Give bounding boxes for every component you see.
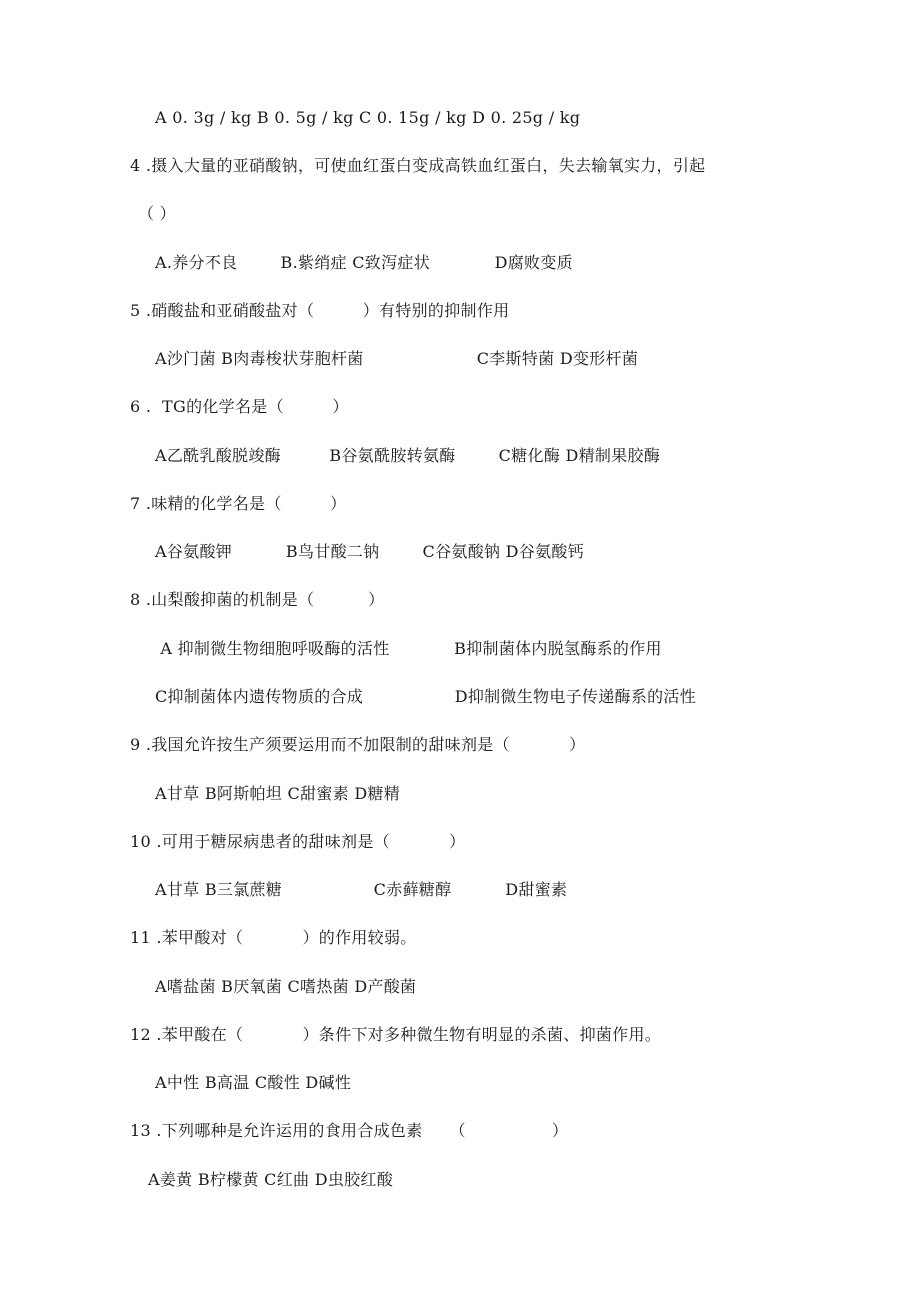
question-9: 9 .我国允许按生产须要运用而不加限制的甜味剂是（ ） — [130, 735, 586, 754]
question-6: 6 . TG的化学名是（ ） — [130, 397, 349, 416]
question-5: 5 .硝酸盐和亚硝酸盐对（ ）有特别的抑制作用 — [130, 301, 510, 320]
options-q4: A.养分不良 B.紫绡症 C致泻症状 D腐败变质 — [155, 253, 573, 272]
question-8: 8 .山梨酸抑菌的机制是（ ） — [130, 590, 385, 609]
option-line-q3: A 0. 3g / kg B 0. 5g / kg C 0. 15g / kg D 0. 25g / kg — [155, 108, 581, 127]
question-4-blank: （ ） — [138, 204, 176, 223]
options-q9: A甘草 B阿斯帕坦 C甜蜜素 D糖精 — [155, 784, 401, 803]
question-13: 13 .下列哪种是允许运用的食用合成色素 （ ） — [130, 1121, 569, 1140]
question-12: 12 .苯甲酸在（ ）条件下对多种微生物有明显的杀菌、抑菌作用。 — [130, 1025, 662, 1044]
options-q5: A沙门菌 B肉毒梭状芽胞杆菌 C李斯特菌 D变形杆菌 — [155, 349, 639, 368]
options-q11: A嗜盐菌 B厌氧菌 C嗜热菌 D产酸菌 — [155, 977, 417, 996]
options-q10: A甘草 B三氯蔗糖 C赤藓糖醇 D甜蜜素 — [155, 880, 568, 899]
options-q8-row1: A 抑制微生物细胞呼吸酶的活性 B抑制菌体内脱氢酶系的作用 — [155, 639, 662, 658]
options-q8-row2: C抑制菌体内遗传物质的合成 D抑制微生物电子传递酶系的活性 — [155, 687, 697, 706]
question-10: 10 .可用于糖尿病患者的甜味剂是（ ） — [130, 832, 466, 851]
question-7: 7 .味精的化学名是（ ） — [130, 494, 347, 513]
options-q6: A乙酰乳酸脱竣酶 B谷氨酰胺转氨酶 C糖化酶 D精制果胶酶 — [155, 446, 661, 465]
question-4: 4 .摄入大量的亚硝酸钠，可使血红蛋白变成高铁血红蛋白，失去输氧实力，引起 — [130, 156, 706, 175]
question-11: 11 .苯甲酸对（ ）的作用较弱。 — [130, 928, 417, 947]
options-q12: A中性 B高温 C酸性 D碱性 — [155, 1073, 352, 1092]
options-q13: A姜黄 B柠檬黄 C红曲 D虫胶红酸 — [148, 1170, 394, 1189]
options-q7: A谷氨酸钾 B鸟甘酸二钠 C谷氨酸钠 D谷氨酸钙 — [155, 542, 585, 561]
